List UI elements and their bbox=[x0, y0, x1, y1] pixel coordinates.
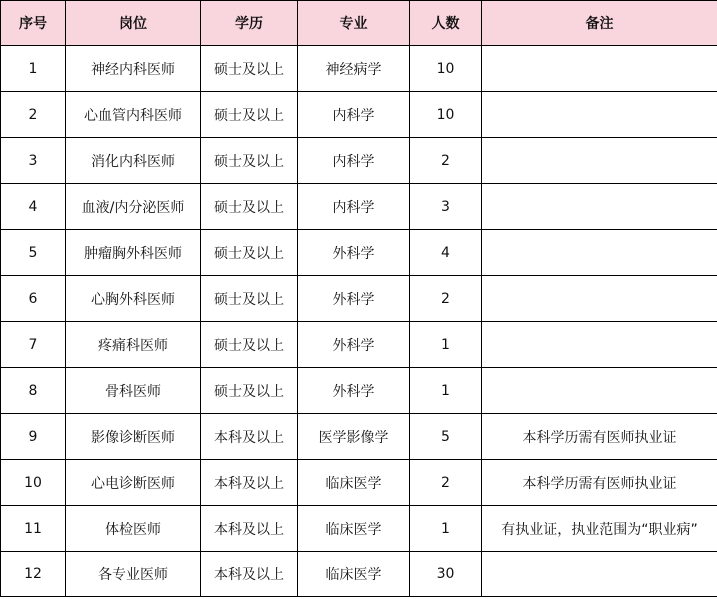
cell-note: 本科学历需有医师执业证 bbox=[482, 414, 717, 460]
cell-no: 2 bbox=[1, 92, 66, 138]
table-row bbox=[1, 46, 717, 92]
cell-no: 4 bbox=[1, 184, 66, 230]
cell-note bbox=[482, 368, 717, 414]
cell-note bbox=[482, 552, 717, 597]
cell-education: 本科及以上 bbox=[201, 460, 298, 506]
cell-note bbox=[482, 184, 717, 230]
cell-no: 8 bbox=[1, 368, 66, 414]
cell-position: 消化内科医师 bbox=[66, 138, 201, 184]
cell-major: 临床医学 bbox=[298, 552, 410, 597]
cell-position: 心血管内科医师 bbox=[66, 92, 201, 138]
table-row bbox=[1, 276, 717, 322]
cell-count: 1 bbox=[410, 368, 482, 414]
header-education: 学历 bbox=[201, 1, 298, 46]
table-row bbox=[1, 506, 717, 552]
cell-education: 本科及以上 bbox=[201, 552, 298, 597]
cell-position: 疼痛科医师 bbox=[66, 322, 201, 368]
cell-position: 神经内科医师 bbox=[66, 46, 201, 92]
header-note: 备注 bbox=[482, 1, 717, 46]
cell-no: 11 bbox=[1, 506, 66, 552]
cell-major: 外科学 bbox=[298, 322, 410, 368]
header-row bbox=[1, 1, 717, 46]
header-major: 专业 bbox=[298, 1, 410, 46]
cell-education: 硕士及以上 bbox=[201, 276, 298, 322]
cell-count: 2 bbox=[410, 276, 482, 322]
cell-position: 血液/内分泌医师 bbox=[66, 184, 201, 230]
cell-education: 硕士及以上 bbox=[201, 92, 298, 138]
table-row bbox=[1, 184, 717, 230]
cell-no: 6 bbox=[1, 276, 66, 322]
cell-major: 外科学 bbox=[298, 276, 410, 322]
cell-count: 2 bbox=[410, 460, 482, 506]
cell-no: 9 bbox=[1, 414, 66, 460]
table-row bbox=[1, 460, 717, 506]
table-row bbox=[1, 414, 717, 460]
cell-education: 硕士及以上 bbox=[201, 322, 298, 368]
cell-major: 神经病学 bbox=[298, 46, 410, 92]
cell-no: 10 bbox=[1, 460, 66, 506]
cell-education: 硕士及以上 bbox=[201, 368, 298, 414]
cell-major: 外科学 bbox=[298, 230, 410, 276]
cell-position: 骨科医师 bbox=[66, 368, 201, 414]
cell-count: 10 bbox=[410, 46, 482, 92]
cell-major: 内科学 bbox=[298, 184, 410, 230]
table-row bbox=[1, 138, 717, 184]
cell-no: 5 bbox=[1, 230, 66, 276]
cell-education: 硕士及以上 bbox=[201, 46, 298, 92]
cell-no: 1 bbox=[1, 46, 66, 92]
cell-position: 心胸外科医师 bbox=[66, 276, 201, 322]
cell-count: 2 bbox=[410, 138, 482, 184]
cell-note bbox=[482, 46, 717, 92]
header-position: 岗位 bbox=[66, 1, 201, 46]
header-count: 人数 bbox=[410, 1, 482, 46]
cell-position: 各专业医师 bbox=[66, 552, 201, 597]
cell-note: 有执业证，执业范围为“职业病” bbox=[482, 506, 717, 552]
cell-major: 临床医学 bbox=[298, 460, 410, 506]
cell-note bbox=[482, 138, 717, 184]
cell-count: 3 bbox=[410, 184, 482, 230]
cell-position: 体检医师 bbox=[66, 506, 201, 552]
cell-no: 3 bbox=[1, 138, 66, 184]
header-no: 序号 bbox=[1, 1, 66, 46]
cell-position: 心电诊断医师 bbox=[66, 460, 201, 506]
cell-education: 硕士及以上 bbox=[201, 138, 298, 184]
cell-note bbox=[482, 276, 717, 322]
cell-count: 1 bbox=[410, 322, 482, 368]
cell-major: 内科学 bbox=[298, 92, 410, 138]
cell-position: 影像诊断医师 bbox=[66, 414, 201, 460]
cell-count: 1 bbox=[410, 506, 482, 552]
cell-no: 7 bbox=[1, 322, 66, 368]
cell-note bbox=[482, 230, 717, 276]
table-row bbox=[1, 368, 717, 414]
table-row bbox=[1, 552, 717, 597]
cell-count: 10 bbox=[410, 92, 482, 138]
cell-major: 临床医学 bbox=[298, 506, 410, 552]
table-row bbox=[1, 322, 717, 368]
cell-major: 医学影像学 bbox=[298, 414, 410, 460]
cell-education: 本科及以上 bbox=[201, 414, 298, 460]
table-row bbox=[1, 92, 717, 138]
cell-note bbox=[482, 322, 717, 368]
cell-position: 肿瘤胸外科医师 bbox=[66, 230, 201, 276]
cell-note bbox=[482, 92, 717, 138]
cell-count: 5 bbox=[410, 414, 482, 460]
cell-note: 本科学历需有医师执业证 bbox=[482, 460, 717, 506]
cell-no: 12 bbox=[1, 552, 66, 597]
cell-major: 外科学 bbox=[298, 368, 410, 414]
cell-education: 硕士及以上 bbox=[201, 184, 298, 230]
cell-count: 4 bbox=[410, 230, 482, 276]
cell-count: 30 bbox=[410, 552, 482, 597]
table-row bbox=[1, 230, 717, 276]
cell-education: 本科及以上 bbox=[201, 506, 298, 552]
cell-major: 内科学 bbox=[298, 138, 410, 184]
cell-education: 硕士及以上 bbox=[201, 230, 298, 276]
